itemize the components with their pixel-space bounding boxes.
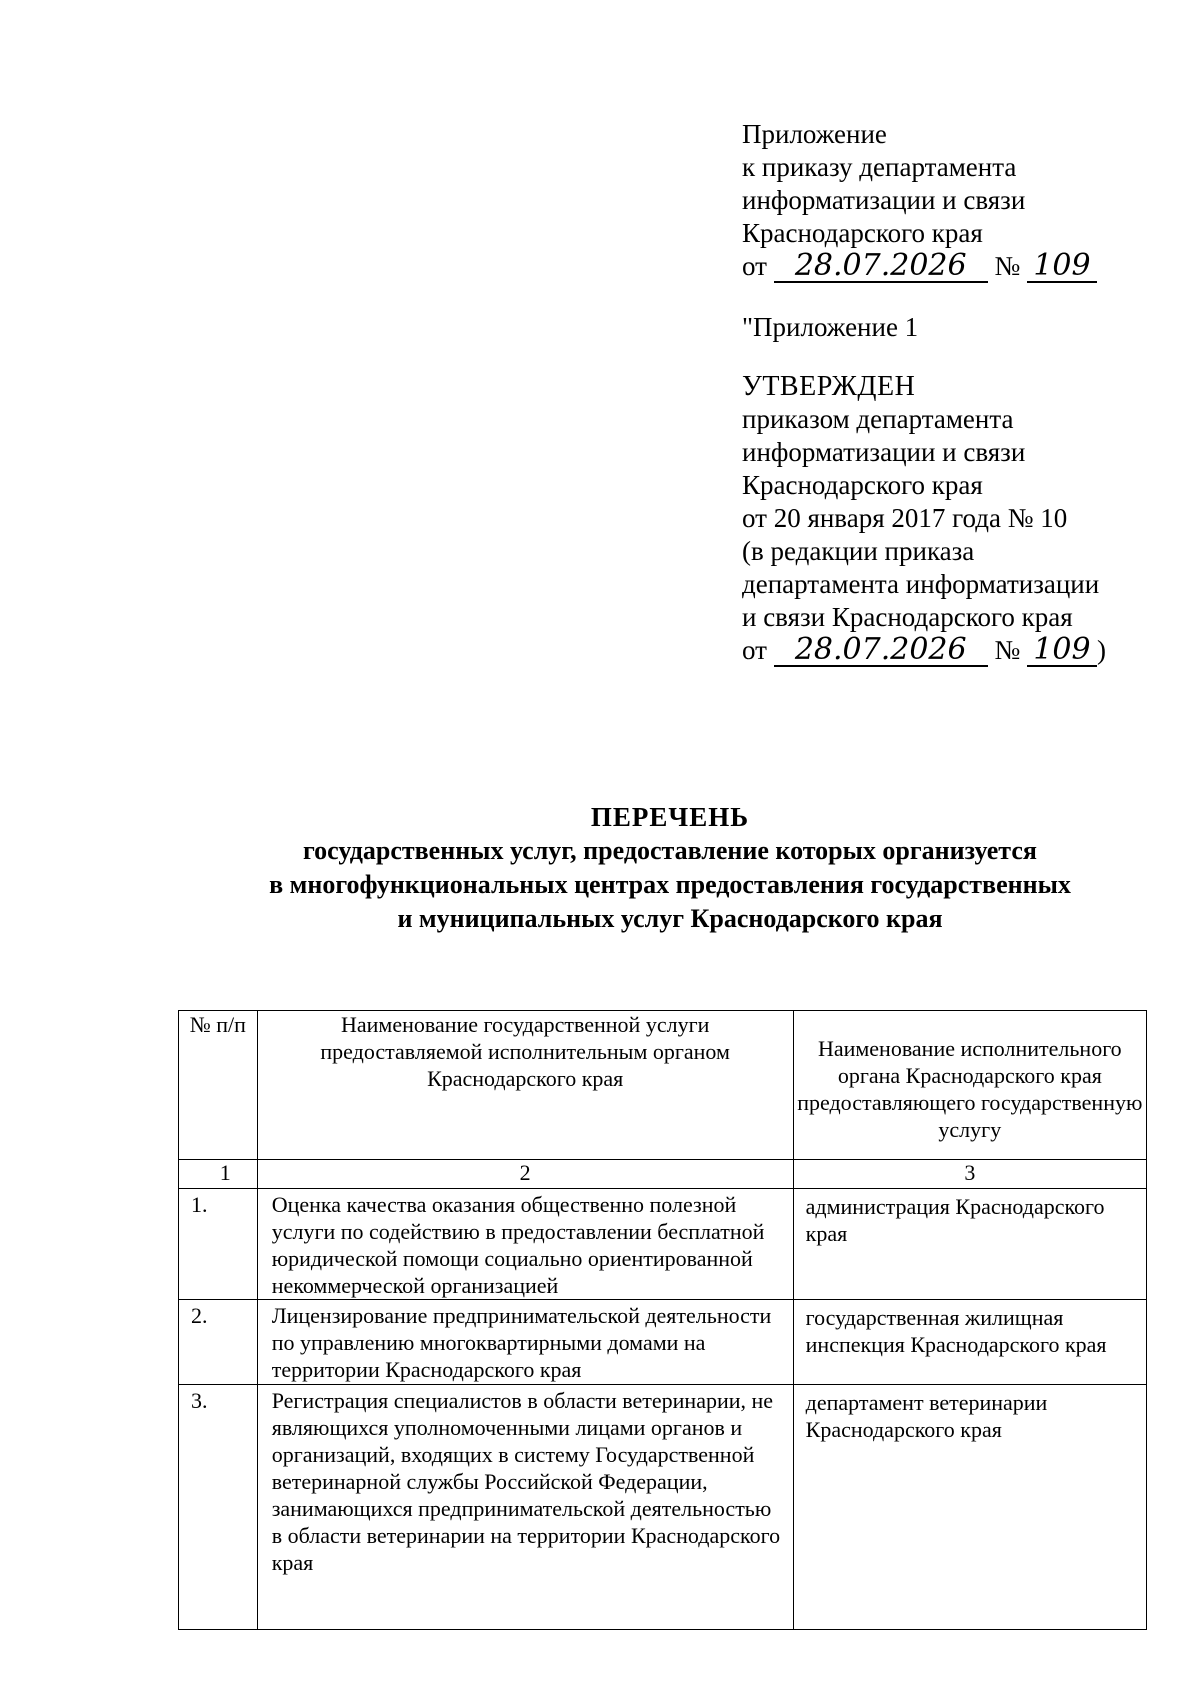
approval-line-5: (в редакции приказа bbox=[742, 536, 975, 566]
approval-close-paren: ) bbox=[1096, 635, 1106, 665]
service-name: Регистрация специалистов в области ветеринарии, не являющихся уполномоченными лицами органов и организаций, входящих в систему Государственной ветеринарной службы Российской Федерации, занимающихся предпринимательской деятельностью в области ветеринарии на территории Краснодарского края bbox=[257, 1385, 793, 1630]
approved-heading: УТВЕРЖДЕН bbox=[742, 371, 916, 402]
appendix-handwritten-date: 28.07.2026 bbox=[774, 251, 988, 283]
appendix-from-prefix: от bbox=[742, 251, 767, 281]
title-line-2: в многофункциональных центрах предоставления государственных bbox=[269, 870, 1071, 899]
column-number: 3 bbox=[793, 1160, 1146, 1189]
authority-name: государственная жилищная инспекция Краснодарского края bbox=[793, 1300, 1146, 1385]
appendix-handwritten-number: 109 bbox=[1027, 251, 1097, 283]
approval-line-7: и связи Краснодарского края bbox=[742, 602, 1073, 632]
service-name: Оценка качества оказания общественно полезной услуги по содействию в предоставлении бесплатной юридической помощи социально ориентированной некоммерческой организацией bbox=[257, 1189, 793, 1300]
title-line-1: государственных услуг, предоставление которых организуется bbox=[303, 836, 1037, 865]
table-header-row bbox=[179, 1011, 1147, 1160]
annex-title: "Приложение 1 bbox=[742, 312, 919, 342]
table-row bbox=[179, 1189, 1147, 1300]
column-number: 1 bbox=[179, 1160, 258, 1189]
authority-name: департамент ветеринарии Краснодарского края bbox=[793, 1385, 1146, 1630]
row-number: 3. bbox=[179, 1385, 258, 1630]
approval-line-2: информатизации и связи bbox=[742, 437, 1026, 467]
column-number: 2 bbox=[257, 1160, 793, 1189]
title-main: ПЕРЕЧЕНЬ bbox=[590, 802, 750, 832]
table-row bbox=[179, 1300, 1147, 1385]
services-table bbox=[178, 1010, 1147, 1630]
appendix-line-1: Приложение bbox=[742, 119, 887, 149]
title-line-3: и муниципальных услуг Краснодарского края bbox=[397, 904, 943, 933]
authority-name: администрация Краснодарского края bbox=[793, 1189, 1146, 1300]
table-row bbox=[179, 1385, 1147, 1630]
header-number: № п/п bbox=[179, 1011, 258, 1160]
approval-line-1: приказом департамента bbox=[742, 404, 1014, 434]
approval-line-4: от 20 января 2017 года № 10 bbox=[742, 503, 1068, 533]
approval-line-6: департамента информатизации bbox=[742, 569, 1100, 599]
row-number: 1. bbox=[179, 1189, 258, 1300]
approval-line-3: Краснодарского края bbox=[742, 470, 983, 500]
column-number-row bbox=[179, 1160, 1147, 1189]
appendix-date-line bbox=[742, 250, 1106, 283]
approval-date-line bbox=[742, 634, 1106, 667]
appendix-line-4: Краснодарского края bbox=[742, 218, 983, 248]
approval-number-sign: № bbox=[994, 635, 1021, 665]
header-authority: Наименование исполнительного органа Краснодарского края предоставляющего государственную услугу bbox=[793, 1011, 1146, 1160]
appendix-block bbox=[742, 118, 1106, 667]
header-service-name: Наименование государственной услуги предоставляемой исполнительным органом Краснодарского края bbox=[257, 1011, 793, 1160]
approval-handwritten-date: 28.07.2026 bbox=[774, 635, 988, 667]
row-number: 2. bbox=[179, 1300, 258, 1385]
appendix-line-2: к приказу департамента bbox=[742, 152, 1017, 182]
service-name: Лицензирование предпринимательской деятельности по управлению многоквартирными домами на территории Краснодарского края bbox=[257, 1300, 793, 1385]
appendix-line-3: информатизации и связи bbox=[742, 185, 1026, 215]
approval-from-prefix: от bbox=[742, 635, 767, 665]
document-title bbox=[180, 800, 1160, 936]
approval-handwritten-number: 109 bbox=[1027, 635, 1097, 667]
appendix-number-sign: № bbox=[994, 251, 1021, 281]
